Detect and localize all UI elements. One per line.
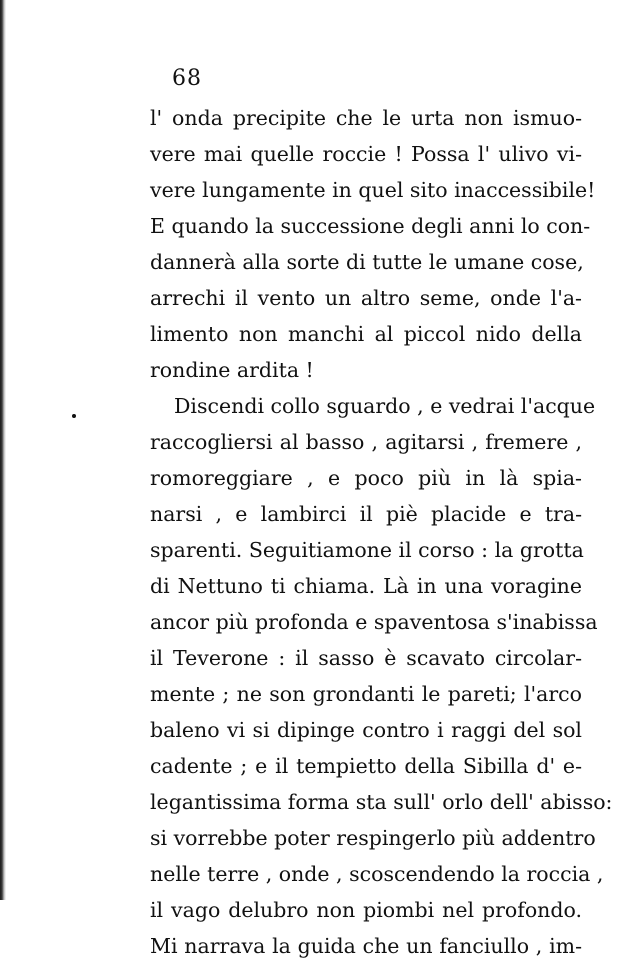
text-line: nelle terre , onde , scoscendendo la roccia , <box>150 862 604 886</box>
text-line: limento non manchi al piccol nido della <box>150 322 582 346</box>
text-line: raccogliersi al basso , agitarsi , fremere , <box>150 430 582 454</box>
text-line: si vorrebbe poter respingerlo più addentro <box>150 826 596 850</box>
text-line: narsi , e lambirci il piè placide e tra- <box>150 502 582 526</box>
text-line: Mi narrava la guida che un fanciullo , im- <box>150 934 582 958</box>
text-line: vere mai quelle roccie ! Possa l' ulivo vi- <box>150 142 582 166</box>
text-line: legantissima forma sta sull' orlo dell' abisso: <box>150 790 613 814</box>
body-text <box>150 100 613 964</box>
text-line: l' onda precipite che le urta non ismuo- <box>150 106 582 130</box>
text-line: cadente ; e il tempietto della Sibilla d' e- <box>150 754 582 778</box>
text-line: E quando la successione degli anni lo con- <box>150 214 591 238</box>
text-line: Discendi collo sguardo , e vedrai l'acque <box>174 394 596 418</box>
text-line: vere lungamente in quel sito inaccessibile! <box>150 178 596 202</box>
text-line: arrechi il vento un altro seme, onde l'a- <box>150 286 582 310</box>
text-line: dannerà alla sorte di tutte le umane cose, <box>150 250 584 274</box>
text-line: baleno vi si dipinge contro i raggi del sol <box>150 718 582 742</box>
ink-speck <box>72 414 76 418</box>
page-binding-edge <box>0 0 6 900</box>
text-line: il Teverone : il sasso è scavato circolar- <box>150 646 582 670</box>
text-line: ancor più profonda e spaventosa s'inabissa <box>150 610 598 634</box>
page-number: 68 <box>172 66 202 91</box>
text-line: il vago delubro non piombi nel profondo. <box>150 898 582 922</box>
text-line: romoreggiare , e poco più in là spia- <box>150 466 582 490</box>
text-line: mente ; ne son grondanti le pareti; l'arco <box>150 682 582 706</box>
text-line: di Nettuno ti chiama. Là in una voragine <box>150 574 582 598</box>
text-line: sparenti. Seguitiamone il corso : la grotta <box>150 538 584 562</box>
text-line: rondine ardita ! <box>150 358 314 382</box>
